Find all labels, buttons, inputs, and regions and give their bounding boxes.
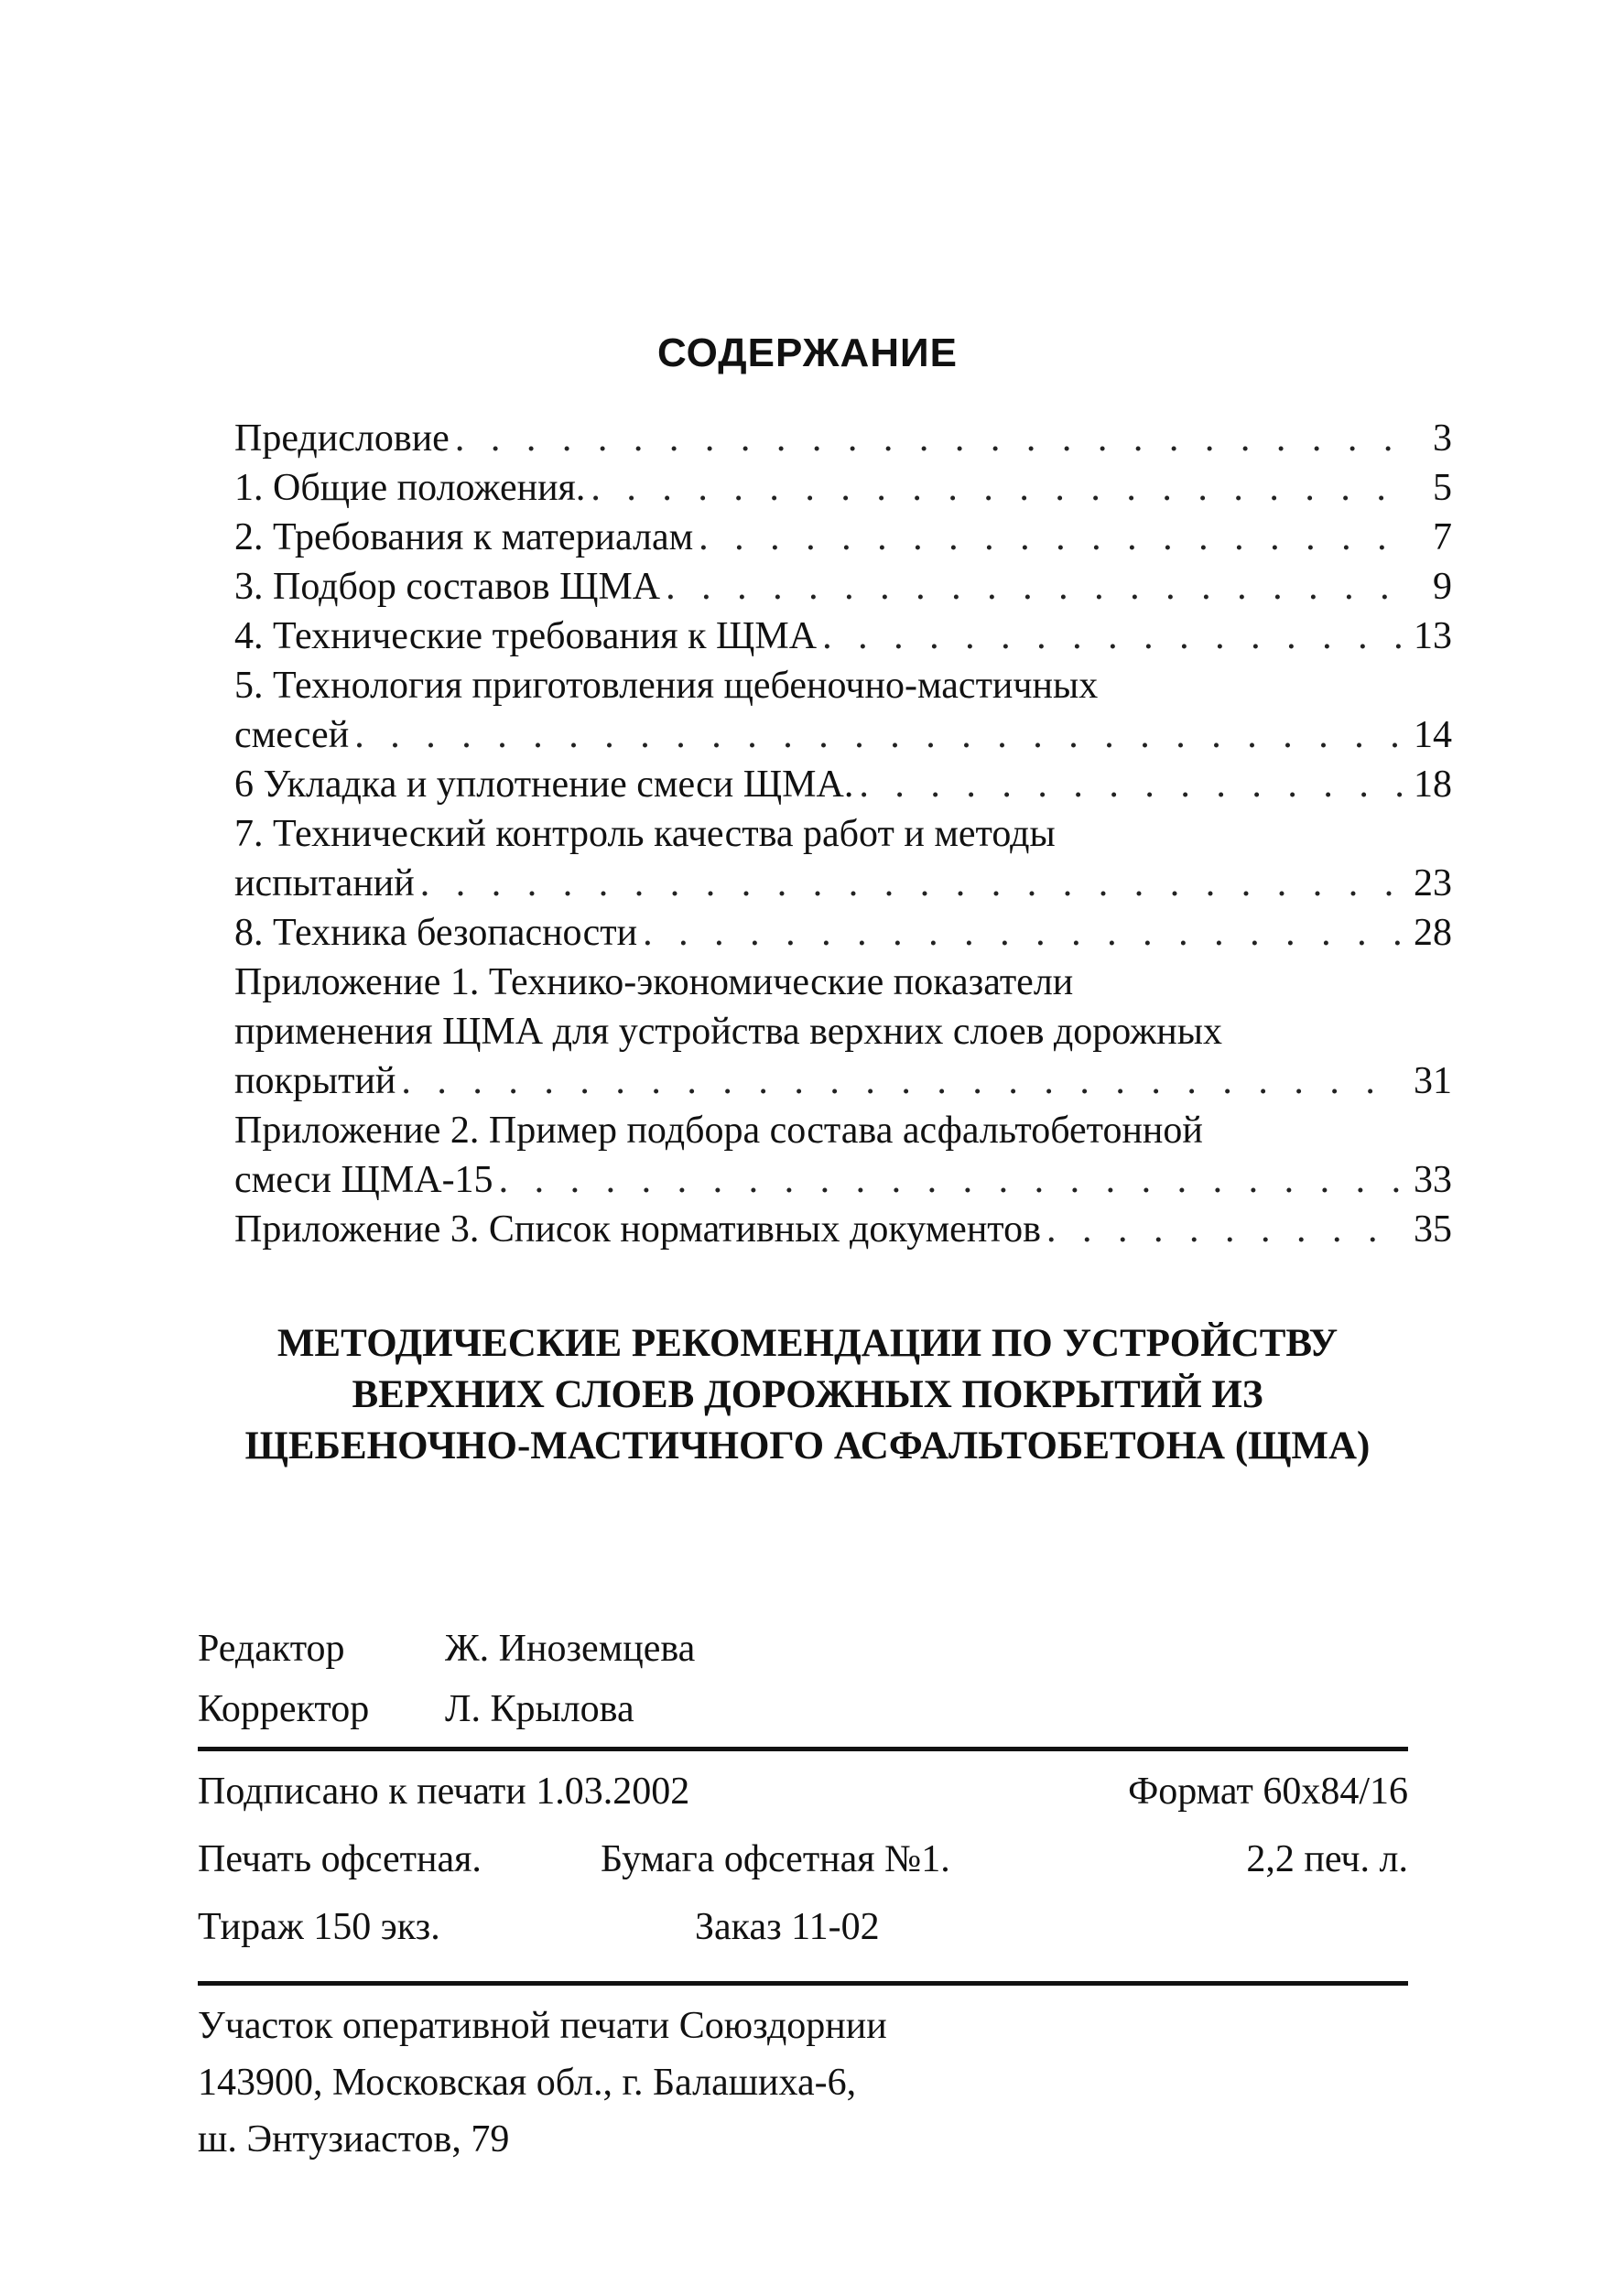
toc-entry-title: испытаний: [234, 862, 415, 904]
toc-page-number: 3: [1433, 417, 1452, 460]
toc-entry: [234, 1106, 1452, 1205]
toc-entry-title: 4. Технические требования к ЩМА: [234, 615, 818, 657]
toc-entry: [234, 463, 1452, 513]
toc-leader-dots: [401, 1056, 1403, 1106]
toc-entry-title: 2. Требования к материалам: [234, 516, 694, 558]
toc-entry-title: 5. Технология приготовления щебеночно-мастичных: [234, 665, 1099, 707]
toc-entry-title: 1. Общие положения.: [234, 467, 586, 509]
imprint-row: [198, 1758, 1408, 1825]
toc-leader-dots: [455, 414, 1403, 463]
toc-page-number: 18: [1414, 764, 1452, 806]
toc-entry-title: Приложение 2. Пример подбора состава асфальтобетонной: [234, 1110, 1203, 1152]
divider: [198, 1981, 1408, 1986]
toc-entry: [234, 562, 1452, 612]
toc-page-number: 23: [1414, 862, 1452, 904]
divider: [198, 1747, 1408, 1751]
toc-page-number: 5: [1433, 467, 1452, 509]
toc-leader-dots: [420, 859, 1403, 908]
toc-entry: [234, 414, 1452, 463]
toc-entry-title: Приложение 1. Технико-экономические показатели: [234, 961, 1074, 1003]
toc-entry-line: [234, 1155, 1452, 1205]
order-number: Заказ 11-02: [695, 1906, 880, 1948]
toc-leader-dots: [591, 463, 1403, 513]
toc-entry-title: покрытий: [234, 1060, 396, 1102]
print-type: Печать офсетная.: [198, 1838, 482, 1880]
corrector-name: Л. Крылова: [445, 1688, 634, 1730]
toc-page-number: 28: [1414, 912, 1452, 954]
corrector-row: [198, 1679, 695, 1739]
toc-entry-line: [234, 463, 1452, 513]
printed-sheets: 2,2 печ. л.: [1246, 1838, 1408, 1880]
address-line: Участок оперативной печати Союздорнии: [198, 2005, 887, 2047]
toc-entry-line: [234, 908, 1452, 958]
toc-entry-line: [234, 710, 1452, 760]
document-title-line: ЩЕБЕНОЧНО-МАСТИЧНОГО АСФАЛЬТОБЕТОНА (ЩМА): [244, 1424, 1371, 1467]
toc-entry-line: [234, 562, 1452, 612]
toc-entry-title: 7. Технический контроль качества работ и методы: [234, 813, 1056, 855]
toc-entry-line: [234, 859, 1452, 908]
address-line: ш. Энтузиастов, 79: [198, 2118, 510, 2161]
toc-entry-title: Приложение 3. Список нормативных документов: [234, 1208, 1041, 1251]
document-title-line: ВЕРХНИХ СЛОЕВ ДОРОЖНЫХ ПОКРЫТИЙ ИЗ: [352, 1373, 1263, 1416]
toc-leader-dots: [666, 562, 1403, 612]
toc-entry-title: 8. Техника безопасности: [234, 912, 638, 954]
toc-leader-dots: [643, 908, 1403, 958]
editor-name: Ж. Иноземцева: [445, 1628, 696, 1670]
toc-entry: [234, 760, 1452, 809]
toc-leader-dots: [859, 760, 1403, 809]
toc-entry: [234, 958, 1452, 1106]
paper-format: Формат 60x84/16: [1128, 1771, 1408, 1813]
table-of-contents: [234, 414, 1452, 1254]
document-title: [0, 1318, 1615, 1472]
toc-entry-line: [234, 513, 1452, 562]
paper-type: Бумага офсетная №1.: [601, 1838, 950, 1880]
toc-entry: [234, 661, 1452, 760]
toc-entry-title: смесей: [234, 714, 350, 756]
toc-entry-line: [234, 414, 1452, 463]
document-title-line: МЕТОДИЧЕСКИЕ РЕКОМЕНДАЦИИ ПО УСТРОЙСТВУ: [276, 1322, 1339, 1365]
toc-heading: СОДЕРЖАНИЕ: [656, 330, 959, 375]
toc-entry: [234, 612, 1452, 661]
imprint-block: [198, 1758, 1408, 1961]
toc-leader-dots: [699, 513, 1403, 562]
toc-leader-dots: [822, 612, 1403, 661]
toc-entry-title: 3. Подбор составов ЩМА: [234, 566, 661, 608]
toc-entry-line: [234, 760, 1452, 809]
toc-entry: [234, 809, 1452, 908]
editor-role: Редактор: [198, 1628, 345, 1670]
toc-page-number: 9: [1433, 566, 1452, 608]
signed-date: Подписано к печати 1.03.2002: [198, 1771, 690, 1813]
toc-page-number: 14: [1414, 714, 1452, 756]
imprint-row: [198, 1893, 1408, 1961]
editor-row: [198, 1619, 695, 1679]
circulation: Тираж 150 экз.: [198, 1906, 440, 1948]
toc-leader-dots: [1046, 1205, 1403, 1254]
toc-page-number: 13: [1414, 615, 1452, 657]
toc-leader-dots: [354, 710, 1403, 760]
toc-page-number: 35: [1414, 1208, 1452, 1251]
toc-leader-dots: [499, 1155, 1403, 1205]
toc-entry-line: [234, 1205, 1452, 1254]
credits: [198, 1619, 695, 1739]
toc-entry-title: применения ЩМА для устройства верхних слоев дорожных: [234, 1011, 1222, 1053]
printer-address: [198, 1998, 887, 2168]
toc-entry: [234, 1205, 1452, 1254]
corrector-role: Корректор: [198, 1688, 370, 1730]
toc-page-number: 33: [1414, 1159, 1452, 1201]
toc-entry-title: Предисловие: [234, 417, 450, 460]
toc-page-number: 31: [1414, 1060, 1452, 1102]
address-line: 143900, Московская обл., г. Балашиха-6,: [198, 2062, 857, 2104]
toc-page-number: 7: [1433, 516, 1452, 558]
toc-entry: [234, 513, 1452, 562]
toc-entry-title: смеси ЩМА-15: [234, 1159, 493, 1201]
imprint-row: [198, 1825, 1408, 1893]
toc-entry-line: [234, 1056, 1452, 1106]
toc-entry-title: 6 Укладка и уплотнение смеси ЩМА.: [234, 764, 854, 806]
toc-entry-line: [234, 612, 1452, 661]
toc-entry: [234, 908, 1452, 958]
